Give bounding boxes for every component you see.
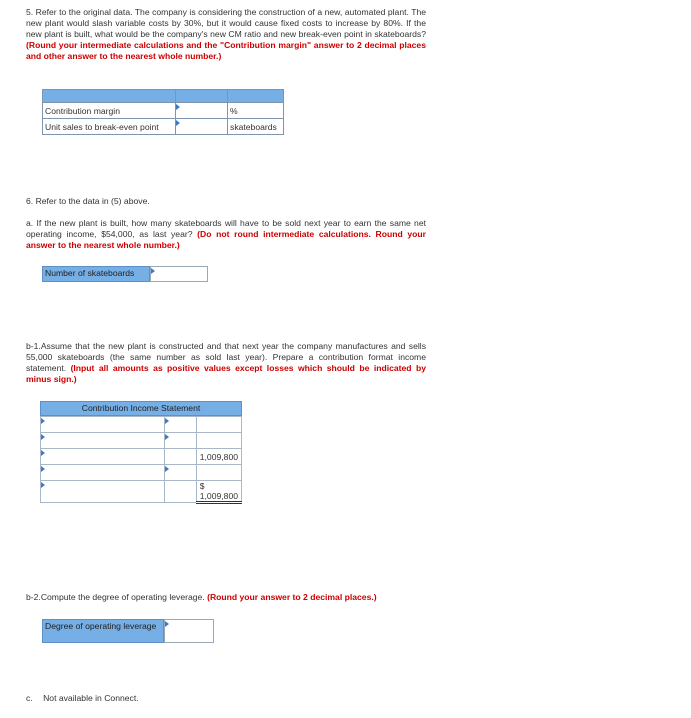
q6c-text-block xyxy=(26,693,139,703)
q5-instruction: (Round your intermediate calculations and the "Contribution margin" answer to 2 decimal places and other answer to the nearest whole number.) xyxy=(26,40,426,61)
q6b1-text-block xyxy=(26,341,426,385)
currency-symbol: $ xyxy=(199,481,205,491)
q5-header-cell xyxy=(228,90,284,103)
statement-col1-input[interactable] xyxy=(164,465,196,481)
input-arrow-icon xyxy=(41,450,45,456)
q5-breakeven-input[interactable] xyxy=(176,119,228,135)
q5-cm-input[interactable] xyxy=(176,103,228,119)
q6b2-label: Degree of operating leverage xyxy=(42,619,164,643)
statement-col1-cell xyxy=(164,449,196,465)
q6a-label: Number of skateboards xyxy=(42,266,150,282)
input-arrow-icon xyxy=(41,418,45,424)
input-arrow-icon xyxy=(165,434,169,440)
input-arrow-icon xyxy=(165,621,169,627)
contribution-income-statement xyxy=(40,401,242,504)
q5-row-unit: skateboards xyxy=(228,119,284,135)
q6-number: 6. xyxy=(26,196,34,206)
statement-label-input[interactable] xyxy=(41,449,165,465)
statement-label-input[interactable] xyxy=(41,433,165,449)
q5-row-label: Unit sales to break-even point xyxy=(43,119,176,135)
q6a-text-block xyxy=(26,218,426,251)
input-arrow-icon xyxy=(41,434,45,440)
q6-text: Refer to the data in (5) above. xyxy=(35,196,150,206)
q6b2-letter: b-2. xyxy=(26,592,41,602)
statement-total-value: $ 1,009,800 xyxy=(196,481,241,503)
q6b2-text-block xyxy=(26,592,377,602)
q6a-question: If the new plant is built, how many skateboards will have to be sold next year to earn the same net operating income, $54,000, as last year? xyxy=(26,218,427,239)
statement-label-input[interactable] xyxy=(41,417,165,433)
statement-label-input[interactable] xyxy=(41,481,165,503)
q5-answer-table xyxy=(42,89,284,135)
q5-header-cell xyxy=(43,90,176,103)
q6c-letter: c. xyxy=(26,693,33,703)
input-arrow-icon xyxy=(176,104,180,110)
table-row xyxy=(41,449,242,465)
q5-header-cell xyxy=(176,90,228,103)
statement-col1-cell xyxy=(164,481,196,503)
statement-col1-input[interactable] xyxy=(164,433,196,449)
q6a-instruction: (Do not round intermediate calculations. Round your answer to the nearest whole number.) xyxy=(26,229,426,250)
input-arrow-icon xyxy=(165,466,169,472)
table-row xyxy=(41,481,242,503)
q6c-text: Not available in Connect. xyxy=(43,693,139,703)
statement-title: Contribution Income Statement xyxy=(40,401,242,416)
input-arrow-icon xyxy=(41,482,45,488)
input-arrow-icon xyxy=(41,466,45,472)
q6-heading xyxy=(26,196,150,206)
table-row xyxy=(43,103,284,119)
q6a-skateboards-input[interactable] xyxy=(150,266,208,282)
q5-row-unit: % xyxy=(228,103,284,119)
q6b1-letter: b-1. xyxy=(26,341,41,351)
q6a-letter: a. xyxy=(26,218,34,228)
q5-row-label: Contribution margin xyxy=(43,103,176,119)
q6b2-instruction: (Round your answer to 2 decimal places.) xyxy=(207,592,377,602)
input-arrow-icon xyxy=(165,418,169,424)
statement-col2-cell xyxy=(196,465,241,481)
table-row xyxy=(41,465,242,481)
table-row xyxy=(43,119,284,135)
statement-col2-cell xyxy=(196,433,241,449)
statement-col2-cell xyxy=(196,417,241,433)
input-arrow-icon xyxy=(176,120,180,126)
q5-question: Refer to the original data. The company is considering the construction of a new, automated plant. The new plant would slash variable costs by 30%, but it would cause fixed costs to increase by 80%. If the new plant is built, what would be the company's new CM ratio and new break-even point in skateboards? xyxy=(26,7,427,39)
q6b1-instruction: (Input all amounts as positive values except losses which should be indicated by minus sign.) xyxy=(26,363,426,384)
q6b2-question: Compute the degree of operating leverage. xyxy=(40,592,205,602)
table-row xyxy=(41,433,242,449)
statement-col2-value: 1,009,800 xyxy=(196,449,241,465)
input-arrow-icon xyxy=(151,268,155,274)
table-row xyxy=(41,417,242,433)
q6b1-question: Assume that the new plant is constructed and that next year the company manufactures and sells 55,000 skateboards (the same number as sold last year). Prepare a contribution format income statement. xyxy=(26,341,426,373)
statement-col1-input[interactable] xyxy=(164,417,196,433)
statement-label-input[interactable] xyxy=(41,465,165,481)
q6b2-dol-input[interactable] xyxy=(164,619,214,643)
q5-text-block xyxy=(26,7,426,62)
q5-number: 5. xyxy=(26,7,34,17)
